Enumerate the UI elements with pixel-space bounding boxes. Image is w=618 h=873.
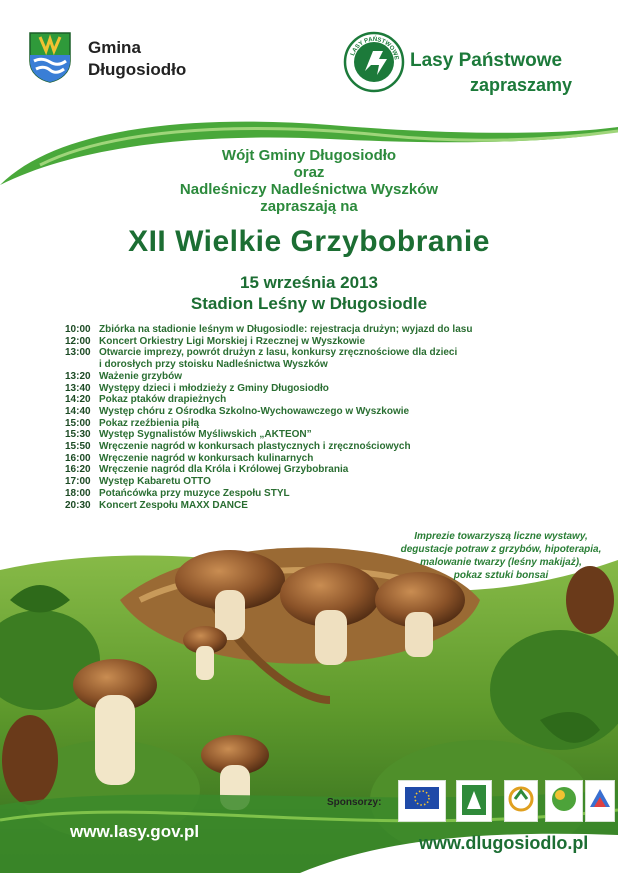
schedule-event: Koncert Orkiestry Ligi Morskiej i Rzecznej w Wyszkowie <box>99 335 366 347</box>
schedule-event: Otwarcie imprezy, powrót drużyn z lasu, konkursy zręcznościowe dla dzieci <box>99 347 458 359</box>
schedule-event: Występy dzieci i młodzieży z Gminy Długosiodło <box>99 382 329 394</box>
schedule-row <box>65 476 565 488</box>
schedule-event: Koncert Zespołu MAXX DANCE <box>99 499 248 511</box>
schedule-row <box>65 347 565 359</box>
schedule-time: 16:20 <box>65 464 91 476</box>
schedule <box>65 324 565 511</box>
schedule-event: Występ Sygnalistów Myśliwskich „AKTEON” <box>99 429 312 441</box>
schedule-time: 13:40 <box>65 382 91 394</box>
side-note-line1: Imprezie towarzyszą liczne wystawy, <box>414 531 588 542</box>
schedule-row <box>65 406 565 418</box>
side-note <box>395 530 607 582</box>
lp-name: Lasy Państwowe <box>410 50 563 71</box>
event-venue: Stadion Leśny w Długosiodle <box>190 294 428 313</box>
schedule-event: Ważenie grzybów <box>99 370 182 382</box>
dlugosiodlo-website-link[interactable]: www.dlugosiodlo.pl <box>419 833 589 853</box>
schedule-row <box>65 429 565 441</box>
schedule-event: Pokaz ptaków drapieżnych <box>99 394 227 406</box>
event-date: 15 września 2013 <box>240 273 378 292</box>
gmina-coat-of-arms-icon <box>28 31 72 83</box>
schedule-row <box>65 383 565 395</box>
schedule-event: Zbiórka na stadionie leśnym w Długosiodle: rejestracja drużyn; wyjazd do lasu <box>99 324 473 335</box>
side-note-line3: malowanie twarzy (leśny makijaż), <box>420 557 582 568</box>
schedule-event: Potańcówka przy muzyce Zespołu STYL <box>99 487 290 499</box>
schedule-row <box>65 359 565 371</box>
schedule-time: 15:30 <box>65 429 91 441</box>
schedule-row <box>65 464 565 476</box>
leader-logo-icon <box>456 780 492 822</box>
schedule-time: 20:30 <box>65 499 91 511</box>
lasy-website-link[interactable]: www.lasy.gov.pl <box>70 822 200 841</box>
schedule-event: Pokaz rzeźbienia piłą <box>99 417 200 429</box>
event-title: XII Wielkie Grzybobranie <box>128 225 490 258</box>
schedule-time: 15:00 <box>65 417 91 429</box>
schedule-event: i dorosłych przy stoisku Nadleśnictwa Wyszków <box>99 359 328 371</box>
schedule-time: 16:00 <box>65 452 91 464</box>
rural-program-logo-icon <box>585 780 615 822</box>
schedule-time: 18:00 <box>65 487 91 499</box>
lp-invite: zapraszamy <box>470 75 573 95</box>
schedule-row <box>65 394 565 406</box>
gmina-line2: Długosiodło <box>88 60 187 79</box>
schedule-time: 14:40 <box>65 405 91 417</box>
schedule-event: Występ chóru z Ośrodka Szkolno-Wychowawczego w Wyszkowie <box>99 405 410 417</box>
schedule-time: 15:50 <box>65 441 91 453</box>
intro-line1: Wójt Gminy Długosiodło <box>221 147 397 164</box>
eu-flag-logo-icon <box>398 780 446 822</box>
intro-line4: zapraszają na <box>260 198 358 215</box>
schedule-row <box>65 324 565 336</box>
intro <box>0 147 618 215</box>
schedule-row <box>65 500 565 512</box>
schedule-row <box>65 488 565 500</box>
schedule-time: 13:00 <box>65 347 91 359</box>
sponsors-label: Sponsorzy: <box>327 797 382 808</box>
schedule-row <box>65 453 565 465</box>
intro-line3: Nadleśniczy Nadleśnictwa Wyszków <box>179 181 439 198</box>
schedule-event: Wręczenie nagród dla Króla i Królowej Grzybobrania <box>99 464 349 476</box>
gmina-name <box>88 37 186 81</box>
lasy-panstwowe-logo-icon <box>343 31 405 93</box>
regional-logo-icon <box>545 780 583 822</box>
schedule-row <box>65 441 565 453</box>
lp-badge-text: LASY PAŃSTWOWE <box>350 36 399 61</box>
schedule-time: 10:00 <box>65 324 91 335</box>
schedule-event: Występ Kabaretu OTTO <box>99 476 211 488</box>
schedule-time: 14:20 <box>65 394 91 406</box>
side-note-line2: degustacje potraw z grzybów, hipoterapia, <box>400 544 602 555</box>
schedule-time: 12:00 <box>65 335 91 347</box>
side-note-line4: pokaz sztuki bonsai <box>453 570 549 581</box>
schedule-row <box>65 371 565 383</box>
schedule-time: 13:20 <box>65 370 91 382</box>
gmina-line1: Gmina <box>88 38 141 57</box>
schedule-row <box>65 336 565 348</box>
schedule-time: 17:00 <box>65 476 91 488</box>
schedule-row <box>65 418 565 430</box>
schedule-event: Wręczenie nagród w konkursach kulinarnych <box>99 452 314 464</box>
intro-line2: oraz <box>293 164 325 181</box>
schedule-time <box>65 359 99 371</box>
schedule-event: Wręczenie nagród w konkursach plastycznych i zręcznościowych <box>99 441 411 453</box>
lgd-logo-icon <box>504 780 538 822</box>
